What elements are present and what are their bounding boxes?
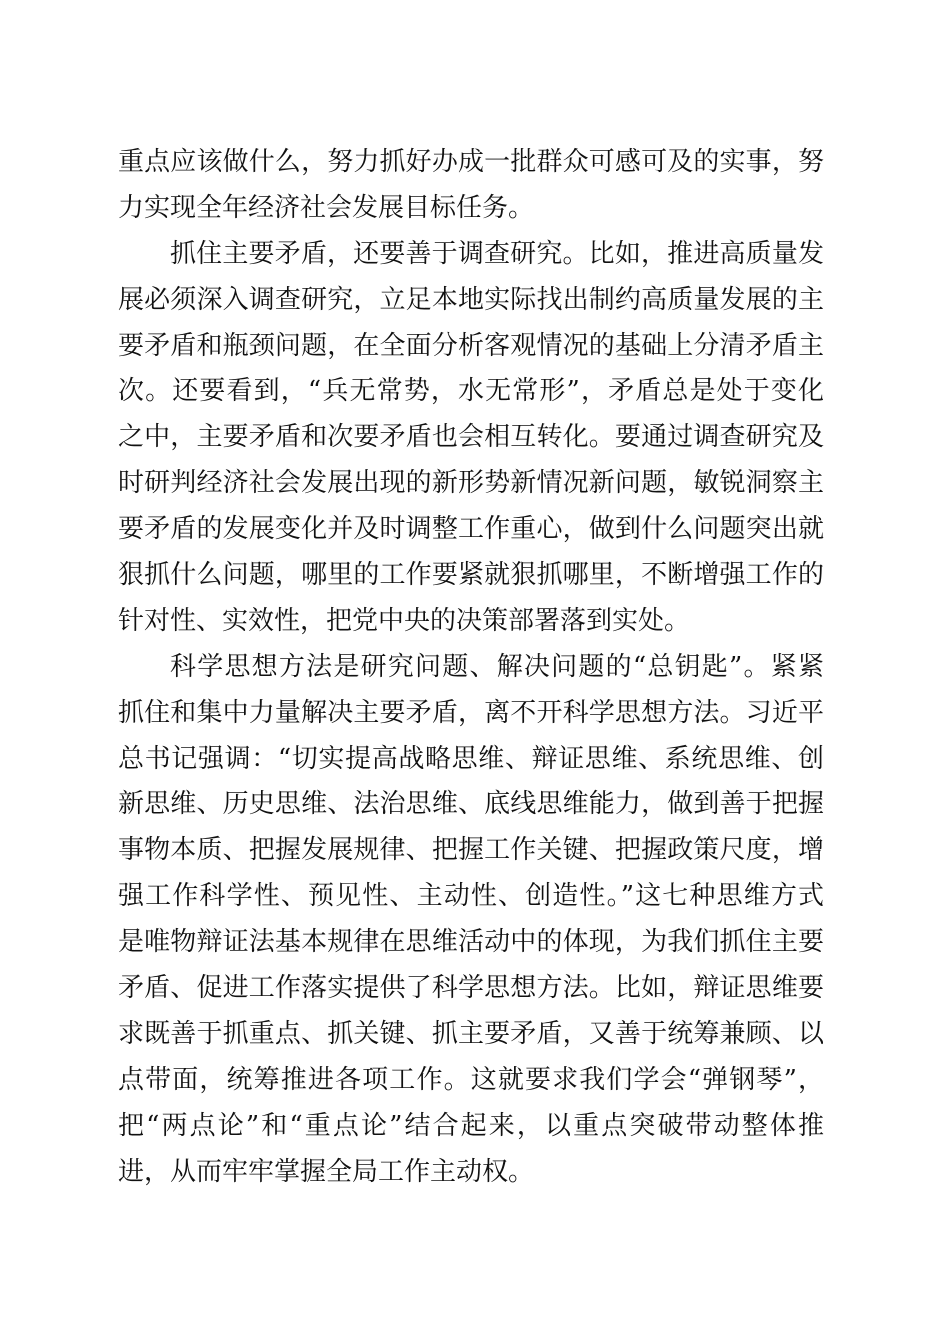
text-line: 求既善于抓重点、抓关键、抓主要矛盾，又善于统筹兼顾、以 — [118, 1018, 824, 1049]
text-line: 针对性、实效性，把党中央的决策部署落到实处。 — [118, 605, 691, 636]
text-line: 次。还要看到，“兵无常势，水无常形”，矛盾总是处于变化 — [118, 376, 824, 407]
document-body — [118, 140, 824, 1195]
text-line: 新思维、历史思维、法治思维、底线思维能力，做到善于把握 — [118, 789, 824, 820]
text-line: 狠抓什么问题，哪里的工作要紧就狠抓哪里，不断增强工作的 — [118, 560, 824, 591]
text-line: 力实现全年经济社会发展目标任务。 — [118, 192, 535, 223]
text-line: 是唯物辩证法基本规律在思维活动中的体现，为我们抓住主要 — [118, 927, 824, 958]
text-line: 科学思想方法是研究问题、解决问题的“总钥匙”。紧紧 — [170, 651, 824, 682]
text-line: 把“两点论”和“重点论”结合起来，以重点突破带动整体推 — [118, 1110, 824, 1141]
text-line: 事物本质、把握发展规律、把握工作关键、把握政策尺度，增 — [118, 835, 824, 866]
text-line: 要矛盾的发展变化并及时调整工作重心，做到什么问题突出就 — [118, 514, 824, 545]
text-line: 矛盾、促进工作落实提供了科学思想方法。比如，辩证思维要 — [118, 973, 824, 1004]
text-line: 之中，主要矛盾和次要矛盾也会相互转化。要通过调查研究及 — [118, 422, 824, 453]
paragraph-1 — [118, 140, 824, 232]
text-line: 重点应该做什么，努力抓好办成一批群众可感可及的实事，努 — [118, 147, 824, 177]
text-line: 时研判经济社会发展出现的新形势新情况新问题，敏锐洞察主 — [118, 468, 824, 499]
text-line: 展必须深入调查研究，立足本地实际找出制约高质量发展的主 — [118, 284, 824, 315]
text-line: 点带面，统筹推进各项工作。这就要求我们学会“弹钢琴”， — [118, 1064, 824, 1095]
paragraph-3 — [118, 645, 824, 1196]
text-line: 抓住和集中力量解决主要矛盾，离不开科学思想方法。习近平 — [118, 697, 824, 728]
text-line: 总书记强调：“切实提高战略思维、辩证思维、系统思维、创 — [118, 743, 824, 774]
text-line: 抓住主要矛盾，还要善于调查研究。比如，推进高质量发 — [170, 238, 824, 269]
text-line: 进，从而牢牢掌握全局工作主动权。 — [118, 1156, 535, 1187]
text-line: 要矛盾和瓶颈问题，在全面分析客观情况的基础上分清矛盾主 — [118, 330, 824, 361]
paragraph-2 — [118, 232, 824, 645]
text-line: 强工作科学性、预见性、主动性、创造性。”这七种思维方式 — [118, 881, 824, 912]
